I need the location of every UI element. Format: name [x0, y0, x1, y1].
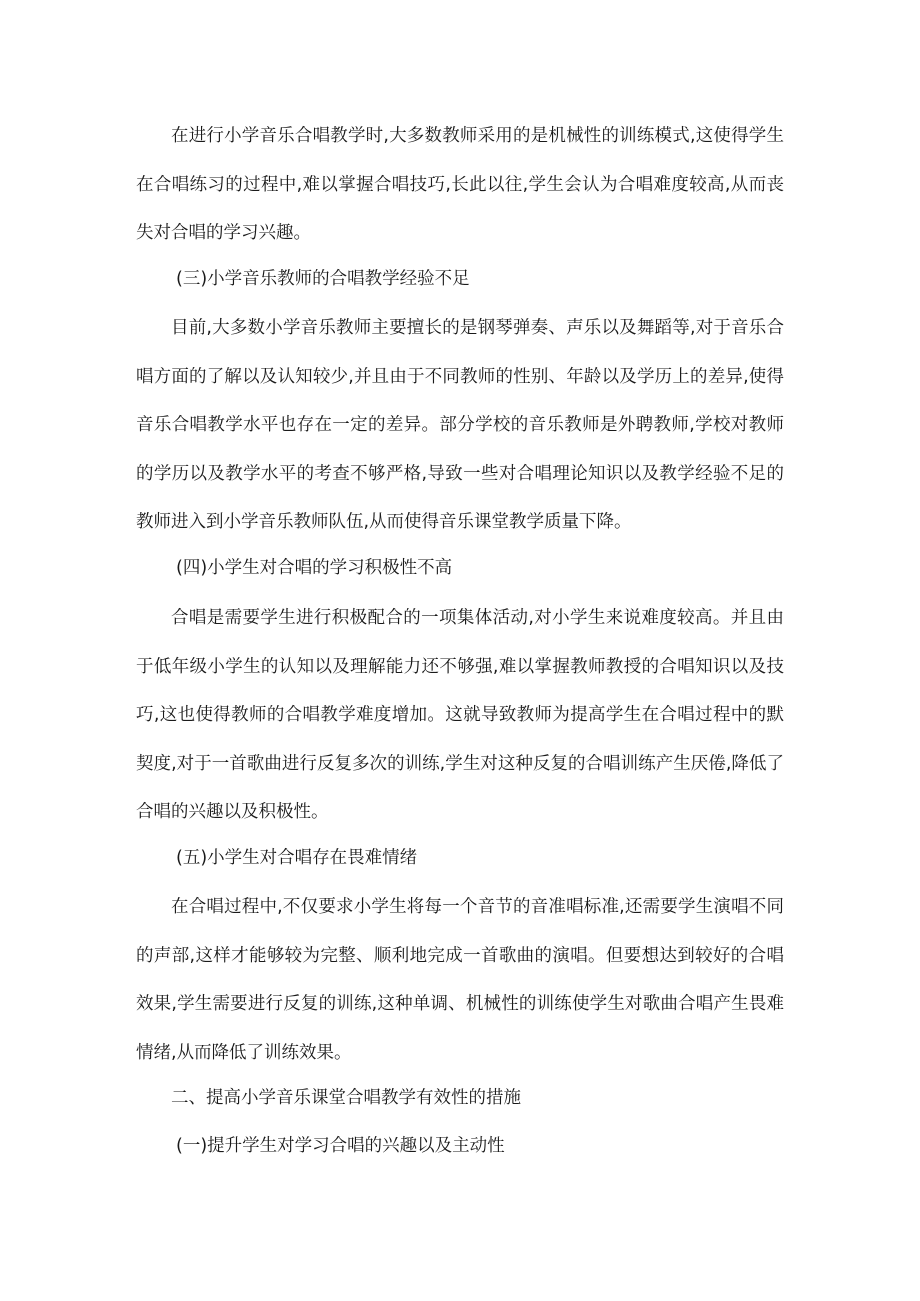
paragraph-4: 在合唱过程中,不仅要求小学生将每一个音节的音准唱标准,还需要学生演唱不同的声部,这样才能够较为完整、顺利地完成一首歌曲的演唱。但要想达到较好的合唱效果,学生需要进行反复的训练,这种单调、机械性的训练使学生对歌曲合唱产生畏难情绪,从而降低了训练效果。: [136, 897, 784, 1063]
paragraph-2: 目前,大多数小学音乐教师主要擅长的是钢琴弹奏、声乐以及舞蹈等,对于音乐合唱方面的了解以及认知较少,并且由于不同教师的性别、年龄以及学历上的差异,使得音乐合唱教学水平也存在一定的差异。部分学校的音乐教师是外聘教师,学校对教师的学历以及教学水平的考查不够严格,导致一些对合唱理论知识以及教学经验不足的教师进入到小学音乐教师队伍,从而使得音乐课堂教学质量下降。: [136, 318, 784, 532]
heading-part-2: 二、提高小学音乐课堂合唱教学有效性的措施: [171, 1088, 521, 1108]
paragraph-3: 合唱是需要学生进行积极配合的一项集体活动,对小学生来说难度较高。并且由于低年级小学生的认知以及理解能力还不够强,难以掌握教师教授的合唱知识以及技巧,这也使得教师的合唱教学难度增加。这就导致教师为提高学生在合唱过程中的默契度,对于一首歌曲进行反复多次的训练,学生对这种反复的合唱训练产生厌倦,降低了合唱的兴趣以及积极性。: [136, 608, 784, 822]
paragraph-1: 在进行小学音乐合唱教学时,大多数教师采用的是机械性的训练模式,这使得学生在合唱练习的过程中,难以掌握合唱技巧,长此以往,学生会认为合唱难度较高,从而丧失对合唱的学习兴趣。: [136, 126, 784, 243]
heading-section-5: (五)小学生对合唱存在畏难情绪: [176, 848, 418, 868]
heading-section-4: (四)小学生对合唱的学习积极性不高: [176, 558, 453, 578]
heading-subsection-1: (一)提升学生对学习合唱的兴趣以及主动性: [176, 1136, 505, 1156]
heading-section-3: (三)小学音乐教师的合唱教学经验不足: [176, 269, 470, 289]
